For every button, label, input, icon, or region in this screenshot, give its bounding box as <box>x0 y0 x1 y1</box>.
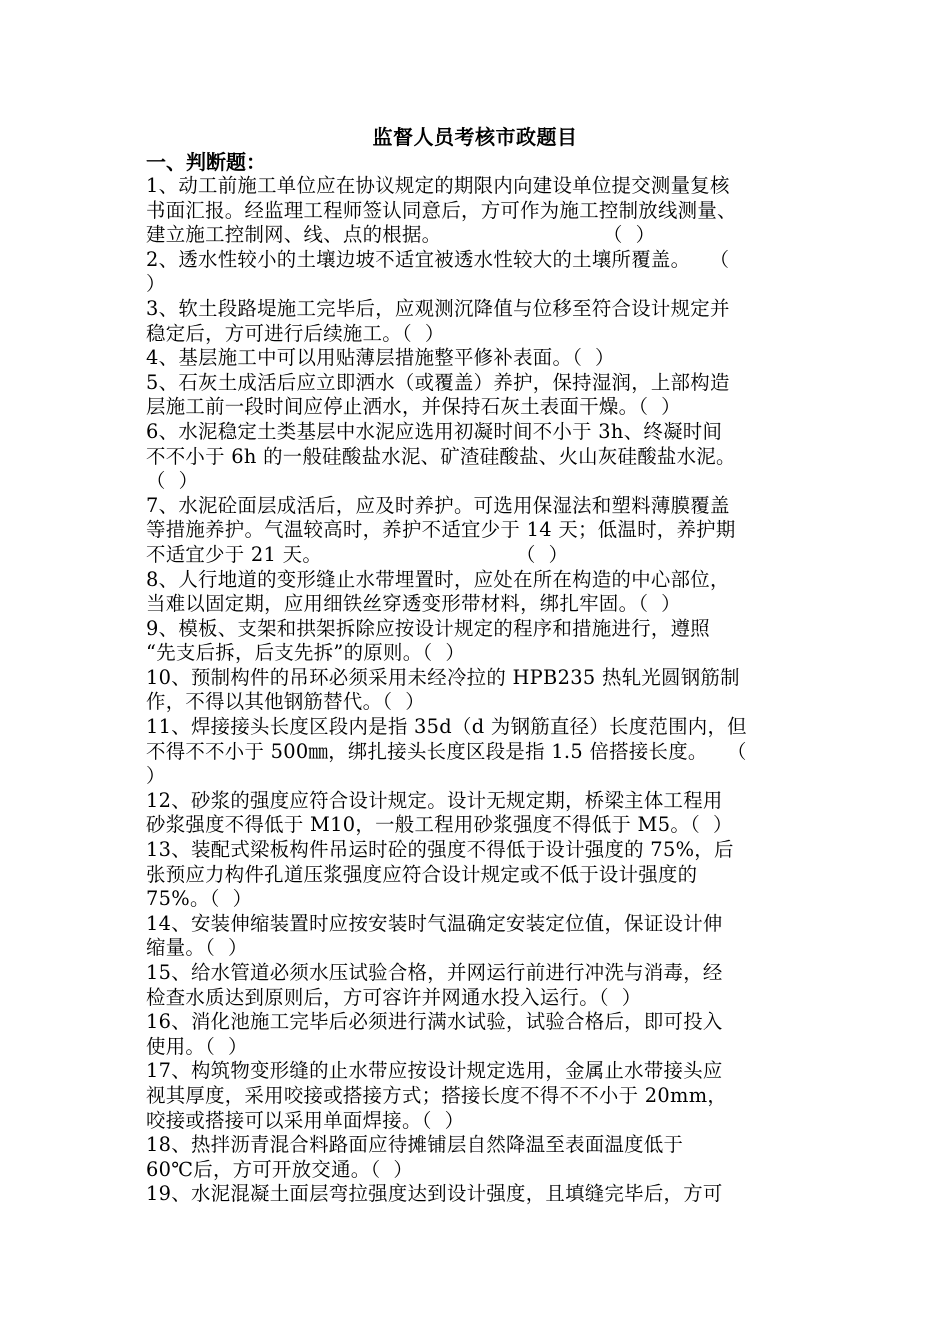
text-line: （ ） <box>146 469 199 493</box>
text-line: 建立施工控制网、线、点的根据。 （ ） <box>146 223 656 247</box>
text-line: 14、安装伸缩装置时应按安装时气温确定安装定位值，保证设计伸 <box>146 911 723 935</box>
text-line: 8、人行地道的变形缝止水带埋置时，应处在所在构造的中心部位， <box>146 567 730 591</box>
text-line: 视其厚度，采用咬接或搭接方式；搭接长度不得不不小于 20mm， <box>146 1083 728 1107</box>
text-line: 18、热拌沥青混合料路面应待摊铺层自然降温至表面温度低于 <box>146 1133 684 1157</box>
text-line: 2、透水性较小的土壤边坡不适宜被透水性较大的土壤所覆盖。 （ <box>146 247 730 271</box>
text-line: 13、装配式梁板构件吊运时砼的强度不得低于设计强度的 75%，后 <box>146 838 734 862</box>
text-line: 层施工前一段时间应停止洒水，并保持石灰土表面干燥。（ ） <box>146 395 681 419</box>
text-line: 等措施养护。气温较高时，养护不适宜少于 14 天；低温时，养护期 <box>146 518 736 542</box>
text-line: 17、构筑物变形缝的止水带应按设计规定选用，金属止水带接头应 <box>146 1059 723 1083</box>
text-line: 5、石灰土成活后应立即洒水（或覆盖）养护，保持湿润，上部构造 <box>146 370 730 394</box>
text-line: “先支后拆，后支先拆”的原则。（ ） <box>146 641 466 665</box>
text-line: 砂浆强度不得低于 M10，一般工程用砂浆强度不得低于 M5。（ ） <box>146 813 733 837</box>
text-line: 75%。（ ） <box>146 887 253 911</box>
document-title: 监督人员考核市政题目 <box>372 125 578 149</box>
text-line: 7、水泥砼面层成活后，应及时养护。可选用保湿法和塑料薄膜覆盖 <box>146 493 730 517</box>
text-line: 使用。（ ） <box>146 1034 248 1058</box>
text-line: 10、预制构件的吊环必须采用未经冷拉的 HPB235 热轧光圆钢筋制 <box>146 665 740 689</box>
text-line: 19、水泥混凝土面层弯拉强度达到设计强度，且填缝完毕后，方可 <box>146 1182 723 1206</box>
text-line: 不适宜少于 21 天。 （ ） <box>146 542 569 566</box>
text-line: 稳定后，方可进行后续施工。（ ） <box>146 321 445 345</box>
text-line: ） <box>146 272 166 296</box>
text-line: 1、动工前施工单位应在协议规定的期限内向建设单位提交测量复核 <box>146 174 730 197</box>
text-line: 张预应力构件孔道压浆强度应符合设计规定或不低于设计强度的 <box>146 862 698 886</box>
text-line: 书面汇报。经监理工程师签认同意后，方可作为施工控制放线测量、 <box>146 198 737 222</box>
text-line: ） <box>146 764 166 788</box>
text-line: 不得不不小于 500㎜，绑扎接头长度区段是指 1.5 倍搭接长度。 （ <box>146 739 747 763</box>
question-list <box>146 174 816 1207</box>
text-line: 4、基层施工中可以用贴薄层措施整平修补表面。（ ） <box>146 346 615 370</box>
text-line: 6、水泥稳定土类基层中水泥应选用初凝时间不小于 3h、终凝时间 <box>146 419 723 443</box>
section-heading: 一、判断题： <box>146 150 266 174</box>
text-line: 3、软土段路堤施工完毕后，应观测沉降值与位移至符合设计规定并 <box>146 296 730 320</box>
text-line: 不不小于 6h 的一般硅酸盐水泥、矿渣硅酸盐、火山灰硅酸盐水泥。 <box>146 444 736 468</box>
text-line: 16、消化池施工完毕后必须进行满水试验，试验合格后，即可投入 <box>146 1010 723 1034</box>
text-line: 作，不得以其他钢筋替代。（ ） <box>146 690 425 714</box>
text-line: 12、砂浆的强度应符合设计规定。设计无规定期，桥梁主体工程用 <box>146 788 723 812</box>
text-line: 11、焊接接头长度区段内是指 35d（d 为钢筋直径）长度范围内，但 <box>146 715 747 739</box>
text-line: 当难以固定期，应用细铁丝穿透变形带材料，绑扎牢固。（ ） <box>146 592 681 616</box>
text-line: 60℃后，方可开放交通。（ ） <box>146 1157 414 1181</box>
text-line: 检查水质达到原则后，方可容许并网通水投入运行。（ ） <box>146 985 642 1009</box>
text-line: 缩量。（ ） <box>146 936 248 960</box>
text-line: 咬接或搭接可以采用单面焊接。（ ） <box>146 1108 465 1132</box>
text-line: 9、模板、支架和拱架拆除应按设计规定的程序和措施进行，遵照 <box>146 616 710 640</box>
text-line: 15、给水管道必须水压试验合格，并网运行前进行冲洗与消毒，经 <box>146 961 723 984</box>
